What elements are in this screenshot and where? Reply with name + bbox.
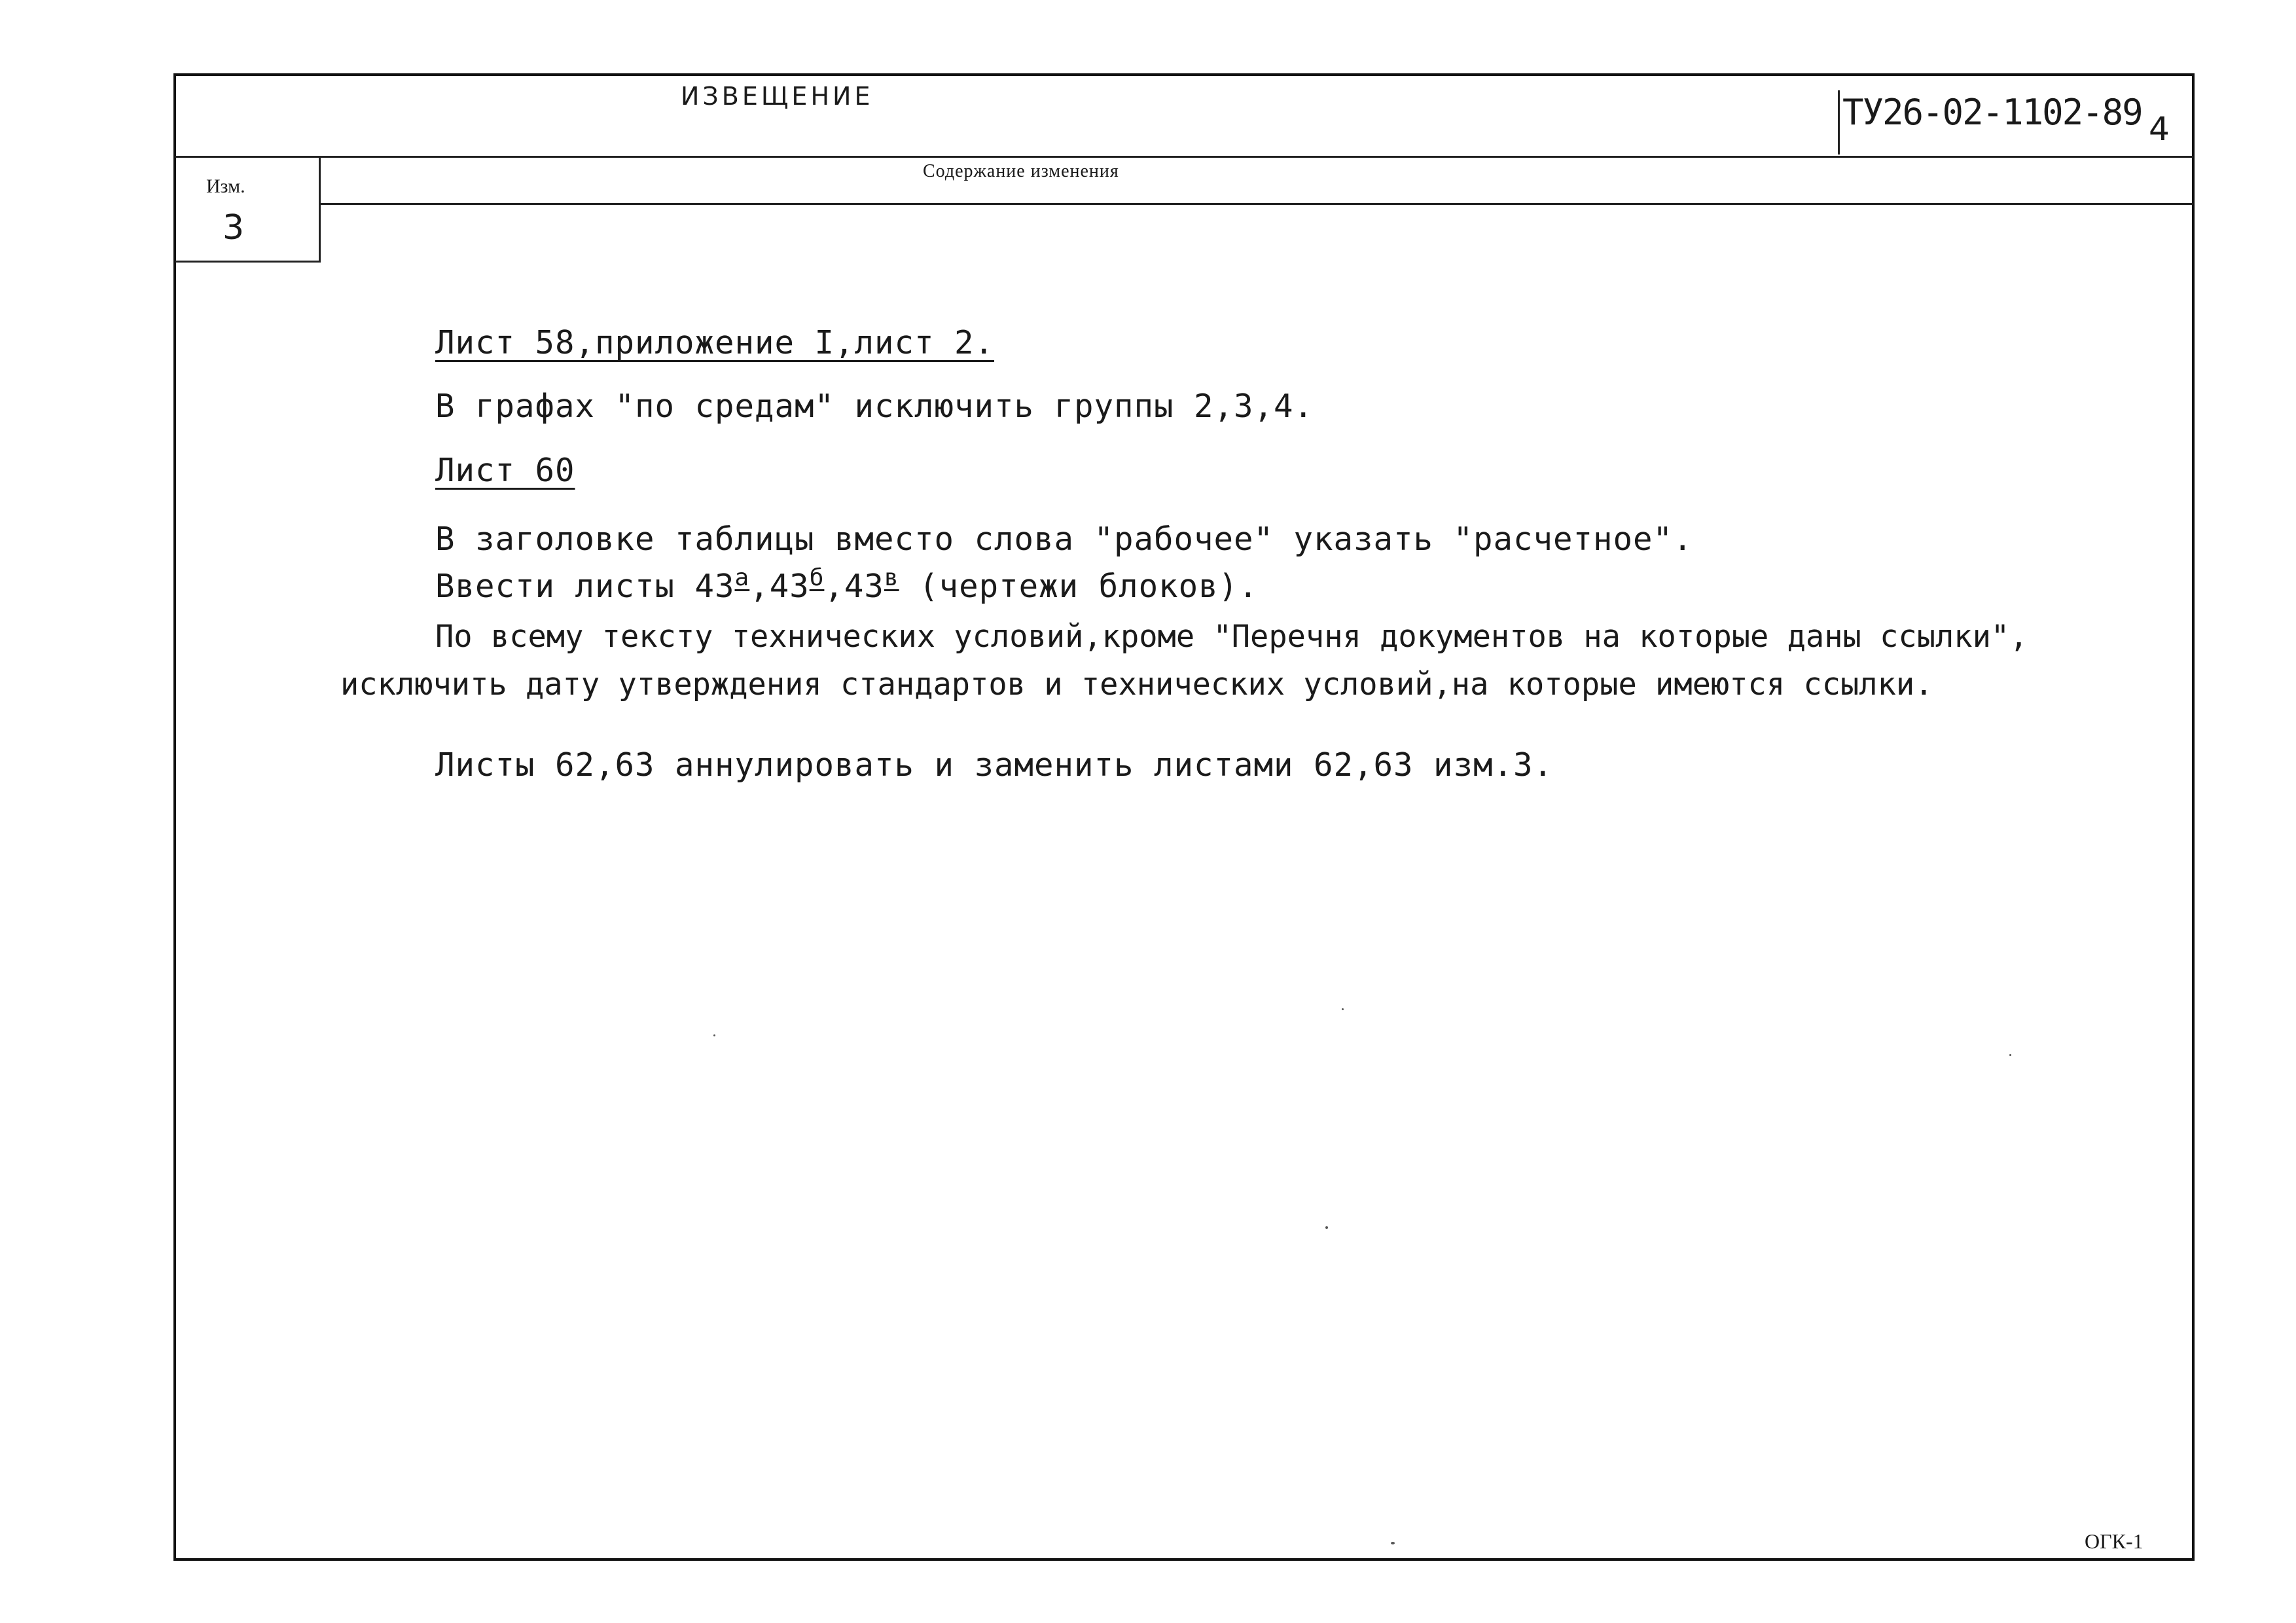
sheet-number: 4 [2149, 110, 2170, 148]
scan-speck [1342, 1008, 1344, 1010]
notice-title: ИЗВЕЩЕНИЕ [681, 82, 874, 111]
body-line-7: исключить дату утверждения стандартов и технических условий,на которые имеются ссылки. [340, 666, 1933, 702]
header-rule-top [175, 156, 2193, 158]
scan-speck [1391, 1542, 1395, 1544]
sheet-58-heading [435, 324, 994, 361]
body-line-6: По всему тексту технических условий,кроме "Перечня документов на которые даны ссылки", [435, 619, 2028, 655]
sheet-60-heading [435, 452, 575, 489]
body-line-5-mid1: ,43 [749, 568, 810, 605]
superscript-a: а [734, 564, 750, 591]
revision-value: 3 [223, 208, 245, 247]
document-number: ТУ26-02-1102-89 [1842, 92, 2142, 133]
body-line-5 [435, 564, 1259, 605]
superscript-c: в [884, 564, 899, 591]
header-rule-bottom [321, 203, 2193, 205]
revision-label: Изм. [206, 175, 245, 197]
content-heading: Содержание изменения [923, 161, 1119, 181]
scan-speck [1325, 1226, 1328, 1229]
superscript-b: б [809, 564, 825, 591]
body-line-4: В заголовке таблицы вместо слова "рабочее" указать "расчетное". [435, 520, 1693, 558]
revision-box-divider [319, 157, 321, 262]
scan-speck [2009, 1054, 2011, 1056]
form-code: ОГК-1 [2085, 1529, 2144, 1553]
body-line-5-suffix: (чертежи блоков). [899, 568, 1259, 605]
sheet-58-heading-text: Лист 58,приложение I,лист 2. [435, 324, 995, 361]
document-frame [173, 73, 2195, 1561]
body-line-5-prefix: Ввести листы 43 [435, 568, 735, 605]
body-line-2: В графах "по средам" исключить группы 2,3,4. [435, 388, 1314, 425]
doc-number-divider [1838, 90, 1840, 155]
body-line-5-mid2: ,43 [824, 568, 884, 605]
body-line-8: Листы 62,63 аннулировать и заменить листами 62,63 изм.3. [435, 746, 1554, 784]
scan-speck [713, 1034, 715, 1036]
revision-box-bottom [175, 261, 321, 263]
sheet-60-heading-text: Лист 60 [435, 452, 575, 489]
